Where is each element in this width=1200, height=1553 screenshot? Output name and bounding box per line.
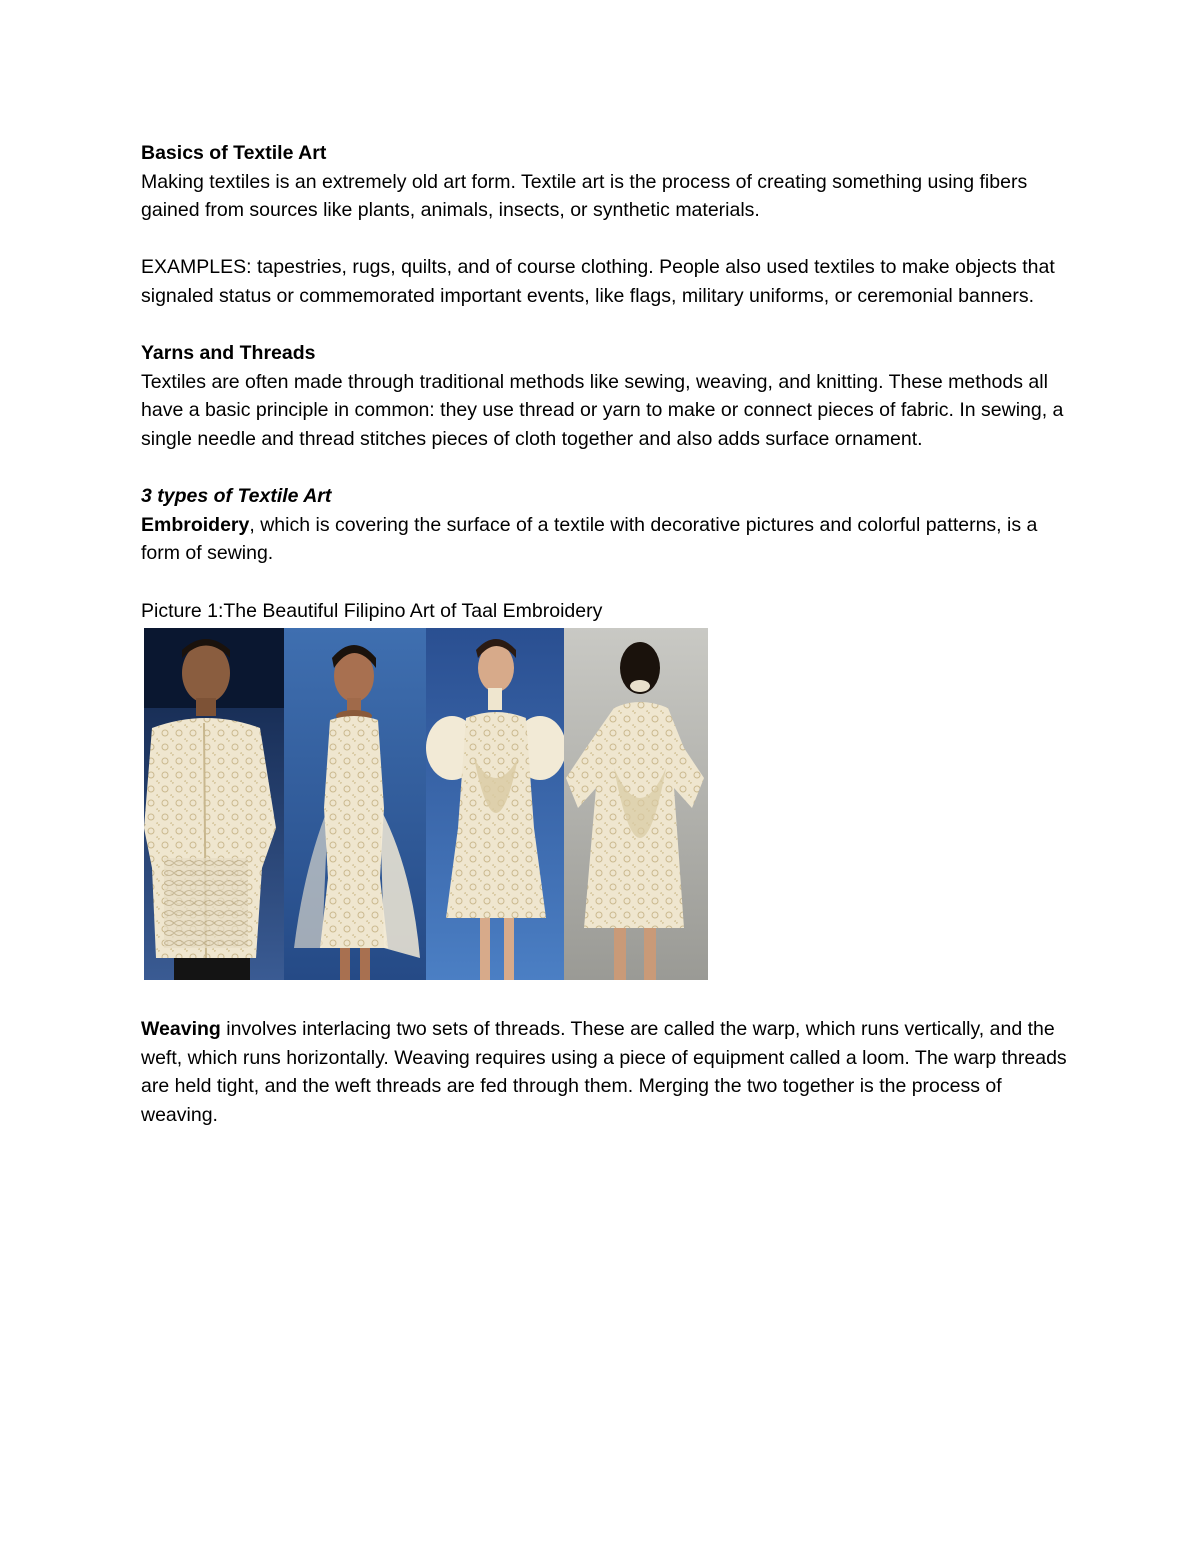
- figure-spacer: [141, 980, 1071, 1015]
- photo-panel-barong: [144, 628, 284, 980]
- weaving-description: involves interlacing two sets of threads. These are called the warp, which runs vertically, and the weft, which runs horizontally. Weaving requires using a piece of equipment called a loom. The warp threads are held tight, and the weft threads are fed through them. Merging the two together is the process of weaving.: [141, 1018, 1067, 1126]
- paragraph-embroidery: [141, 511, 1071, 568]
- paragraph-examples: EXAMPLES: tapestries, rugs, quilts, and of course clothing. People also used textiles to make objects that signaled status or commemorated important events, like flags, military uniforms, or ceremonial banners.: [141, 256, 1055, 307]
- photo-panel-puff-sleeve-dress: [426, 628, 566, 980]
- paragraph-textile-definition: Making textiles is an extremely old art form. Textile art is the process of creating something using fibers gained from sources like plants, animals, insects, or synthetic materials.: [141, 170, 1028, 222]
- paragraph-spacer: [141, 454, 1071, 483]
- heading-types-of-textile-art: 3 types of Textile Art: [141, 485, 332, 508]
- paragraph-yarns-threads: Textiles are often made through traditional methods like sewing, weaving, and knitting. These methods all have a basic principle in common: they use thread or yarn to make or connect pieces of fabric. In sewing, a single needle and thread stitches pieces of cloth together and also adds surface ornament.: [141, 370, 1064, 450]
- picture-caption: Picture 1:The Beautiful Filipino Art of Taal Embroidery: [141, 599, 603, 622]
- term-embroidery: Embroidery: [141, 513, 250, 536]
- heading-yarns-and-threads: Yarns and Threads: [141, 342, 316, 365]
- embroidery-description: , which is covering the surface of a textile with decorative pictures and colorful patterns, is a form of sewing.: [141, 513, 1038, 565]
- document-body: [141, 139, 1071, 1129]
- runway-photo-illustration: [144, 628, 708, 980]
- paragraph-weaving: [141, 1015, 1071, 1129]
- taal-embroidery-photo: [144, 628, 708, 980]
- paragraph-spacer: [141, 311, 1071, 340]
- paragraph-spacer: [141, 225, 1071, 254]
- paragraph-spacer: [141, 568, 1071, 597]
- term-weaving: Weaving: [141, 1018, 221, 1041]
- heading-basics-of-textile-art: Basics of Textile Art: [141, 142, 327, 164]
- photo-panel-sheath-dress: [284, 628, 426, 980]
- photo-panel-back-view-dress: [564, 628, 708, 980]
